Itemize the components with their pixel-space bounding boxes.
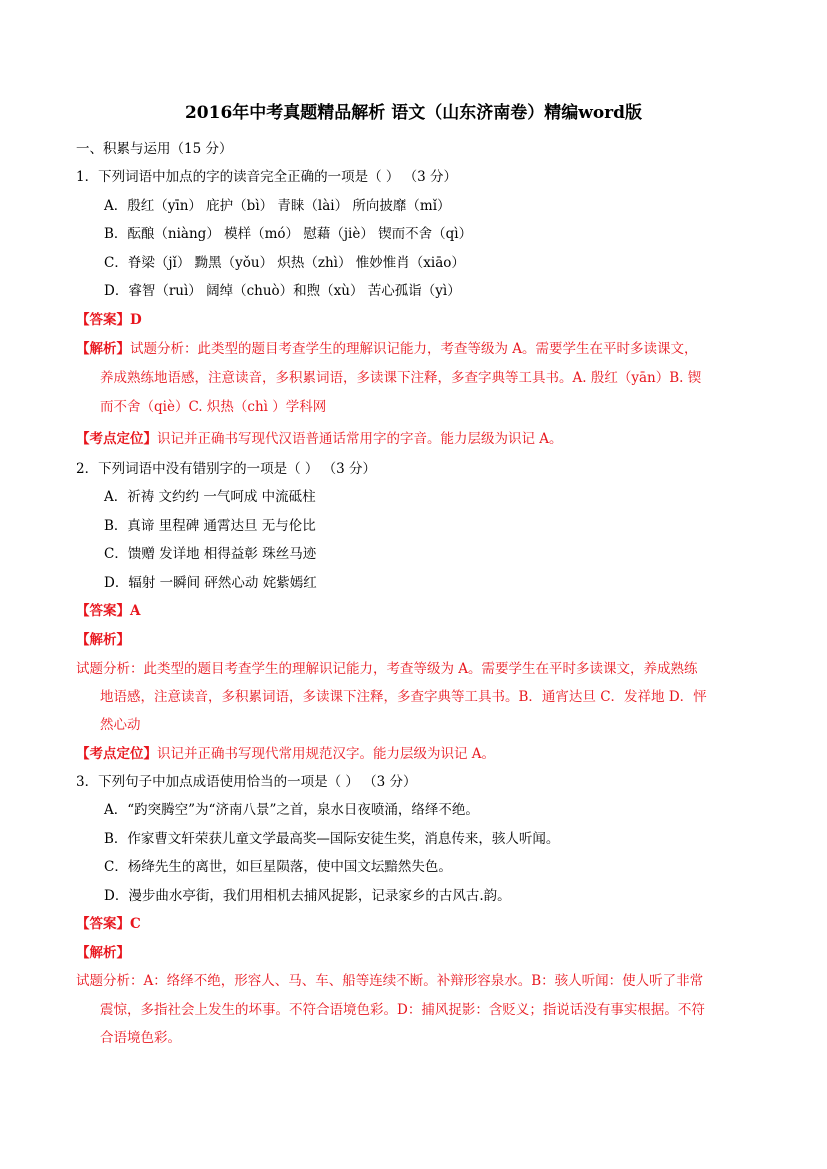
question-3-analysis-label: 【解析】 [76, 945, 130, 961]
kaodian-label: 【考点定位】 [76, 746, 157, 762]
question-1-option-b: B．酝酿（niàng） 模样（mó） 慰藉（jiè） 锲而不舍（qì） [104, 226, 473, 242]
question-2-stem: 2．下列词语中没有错别字的一项是（ ） （3 分） [76, 461, 377, 477]
question-3-analysis-line-3: 合语境色彩。 [100, 1030, 181, 1046]
analysis-label: 【解析】 [76, 341, 130, 357]
question-1-option-a: A．殷红（yīn） 庇护（bì） 青睐（lài） 所向披靡（mǐ） [104, 198, 451, 214]
kaodian-text: 识记并正确书写现代汉语普通话常用字的字音。能力层级为识记 A。 [157, 431, 563, 447]
question-1-answer: 【答案】D [76, 312, 142, 328]
question-2-option-a: A．祈祷 文约约 一气呵成 中流砥柱 [104, 489, 316, 505]
question-2-option-b: B．真谛 里程碑 通霄达旦 无与伦比 [104, 518, 316, 534]
question-2-kaodian [76, 744, 495, 764]
question-1-option-d: D．睿智（ruì） 阔绰（chuò）和煦（xù） 苦心孤诣（yì） [104, 283, 461, 299]
question-2-analysis-line-2: 地语感，注意读音，多积累词语，多读课下注释，多查字典等工具书。B．通宵达旦 C．发祥地 D．怦 [100, 689, 707, 705]
question-2-option-d: D．辐射 一瞬间 砰然心动 姹紫嫣红 [104, 575, 317, 591]
question-3-option-a: A．“趵突腾空”为“济南八景”之首，泉水日夜喷涌，络绎不绝。 [104, 802, 479, 818]
question-3-option-d: D．漫步曲水亭街，我们用相机去捕风捉影，记录家乡的古风古.韵。 [104, 888, 511, 904]
question-3-option-b: B．作家曹文轩荣获儿童文学最高奖—国际安徒生奖，消息传来，骇人听闻。 [104, 831, 560, 847]
question-3-analysis-line-2: 震惊，多指社会上发生的坏事。不符合语境色彩。D：捕风捉影：含贬义；指说话没有事实根据。不符 [100, 1002, 705, 1018]
question-1-analysis-line-2: 养成熟练地语感，注意读音，多积累词语，多读课下注释，多查字典等工具书。A. 殷红（yān）B. 锲 [100, 370, 702, 386]
question-3-answer: 【答案】C [76, 916, 141, 932]
question-2-option-c: C．馈赠 发详地 相得益彰 珠丝马迹 [104, 546, 317, 562]
question-1-analysis-line-3: 而不舍（qiè）C. 炽热（chì ）学科网 [100, 399, 327, 415]
question-2-analysis: 试题分析：此类型的题目考查学生的理解识记能力，考查等级为 A。需要学生在平时多读课文，养成熟练 [76, 661, 698, 677]
document-title: 2016年中考真题精品解析 语文（山东济南卷）精编word版 [184, 103, 643, 123]
question-2-analysis-label: 【解析】 [76, 632, 130, 648]
question-2-answer: 【答案】A [76, 603, 141, 619]
kaodian-label: 【考点定位】 [76, 431, 157, 447]
question-3-analysis: 试题分析：A：络绎不绝，形容人、马、车、船等连续不断。补辩形容泉水。B：骇人听闻：使人听了非常 [76, 973, 704, 989]
kaodian-text: 识记并正确书写现代常用规范汉字。能力层级为识记 A。 [157, 746, 496, 762]
question-2-analysis-line-3: 然心动 [100, 717, 141, 733]
question-1-kaodian [76, 429, 563, 449]
question-1-stem: 1．下列词语中加点的字的读音完全正确的一项是（ ） （3 分） [76, 169, 458, 185]
question-3-option-c: C．杨绛先生的离世，如巨星陨落，使中国文坛黯然失色。 [104, 859, 452, 875]
section-heading: 一、积累与运用（15 分） [76, 141, 233, 157]
question-1-option-c: C．脊梁（jǐ） 黝黑（yǒu） 炽热（zhì） 惟妙惟肖（xiāo） [104, 255, 465, 271]
question-3-stem: 3．下列句子中加点成语使用恰当的一项是（ ） （3 分） [76, 774, 417, 790]
question-1-analysis [76, 339, 698, 359]
analysis-text: 试题分析：此类型的题目考查学生的理解识记能力，考查等级为 A。需要学生在平时多读课文， [130, 341, 698, 357]
